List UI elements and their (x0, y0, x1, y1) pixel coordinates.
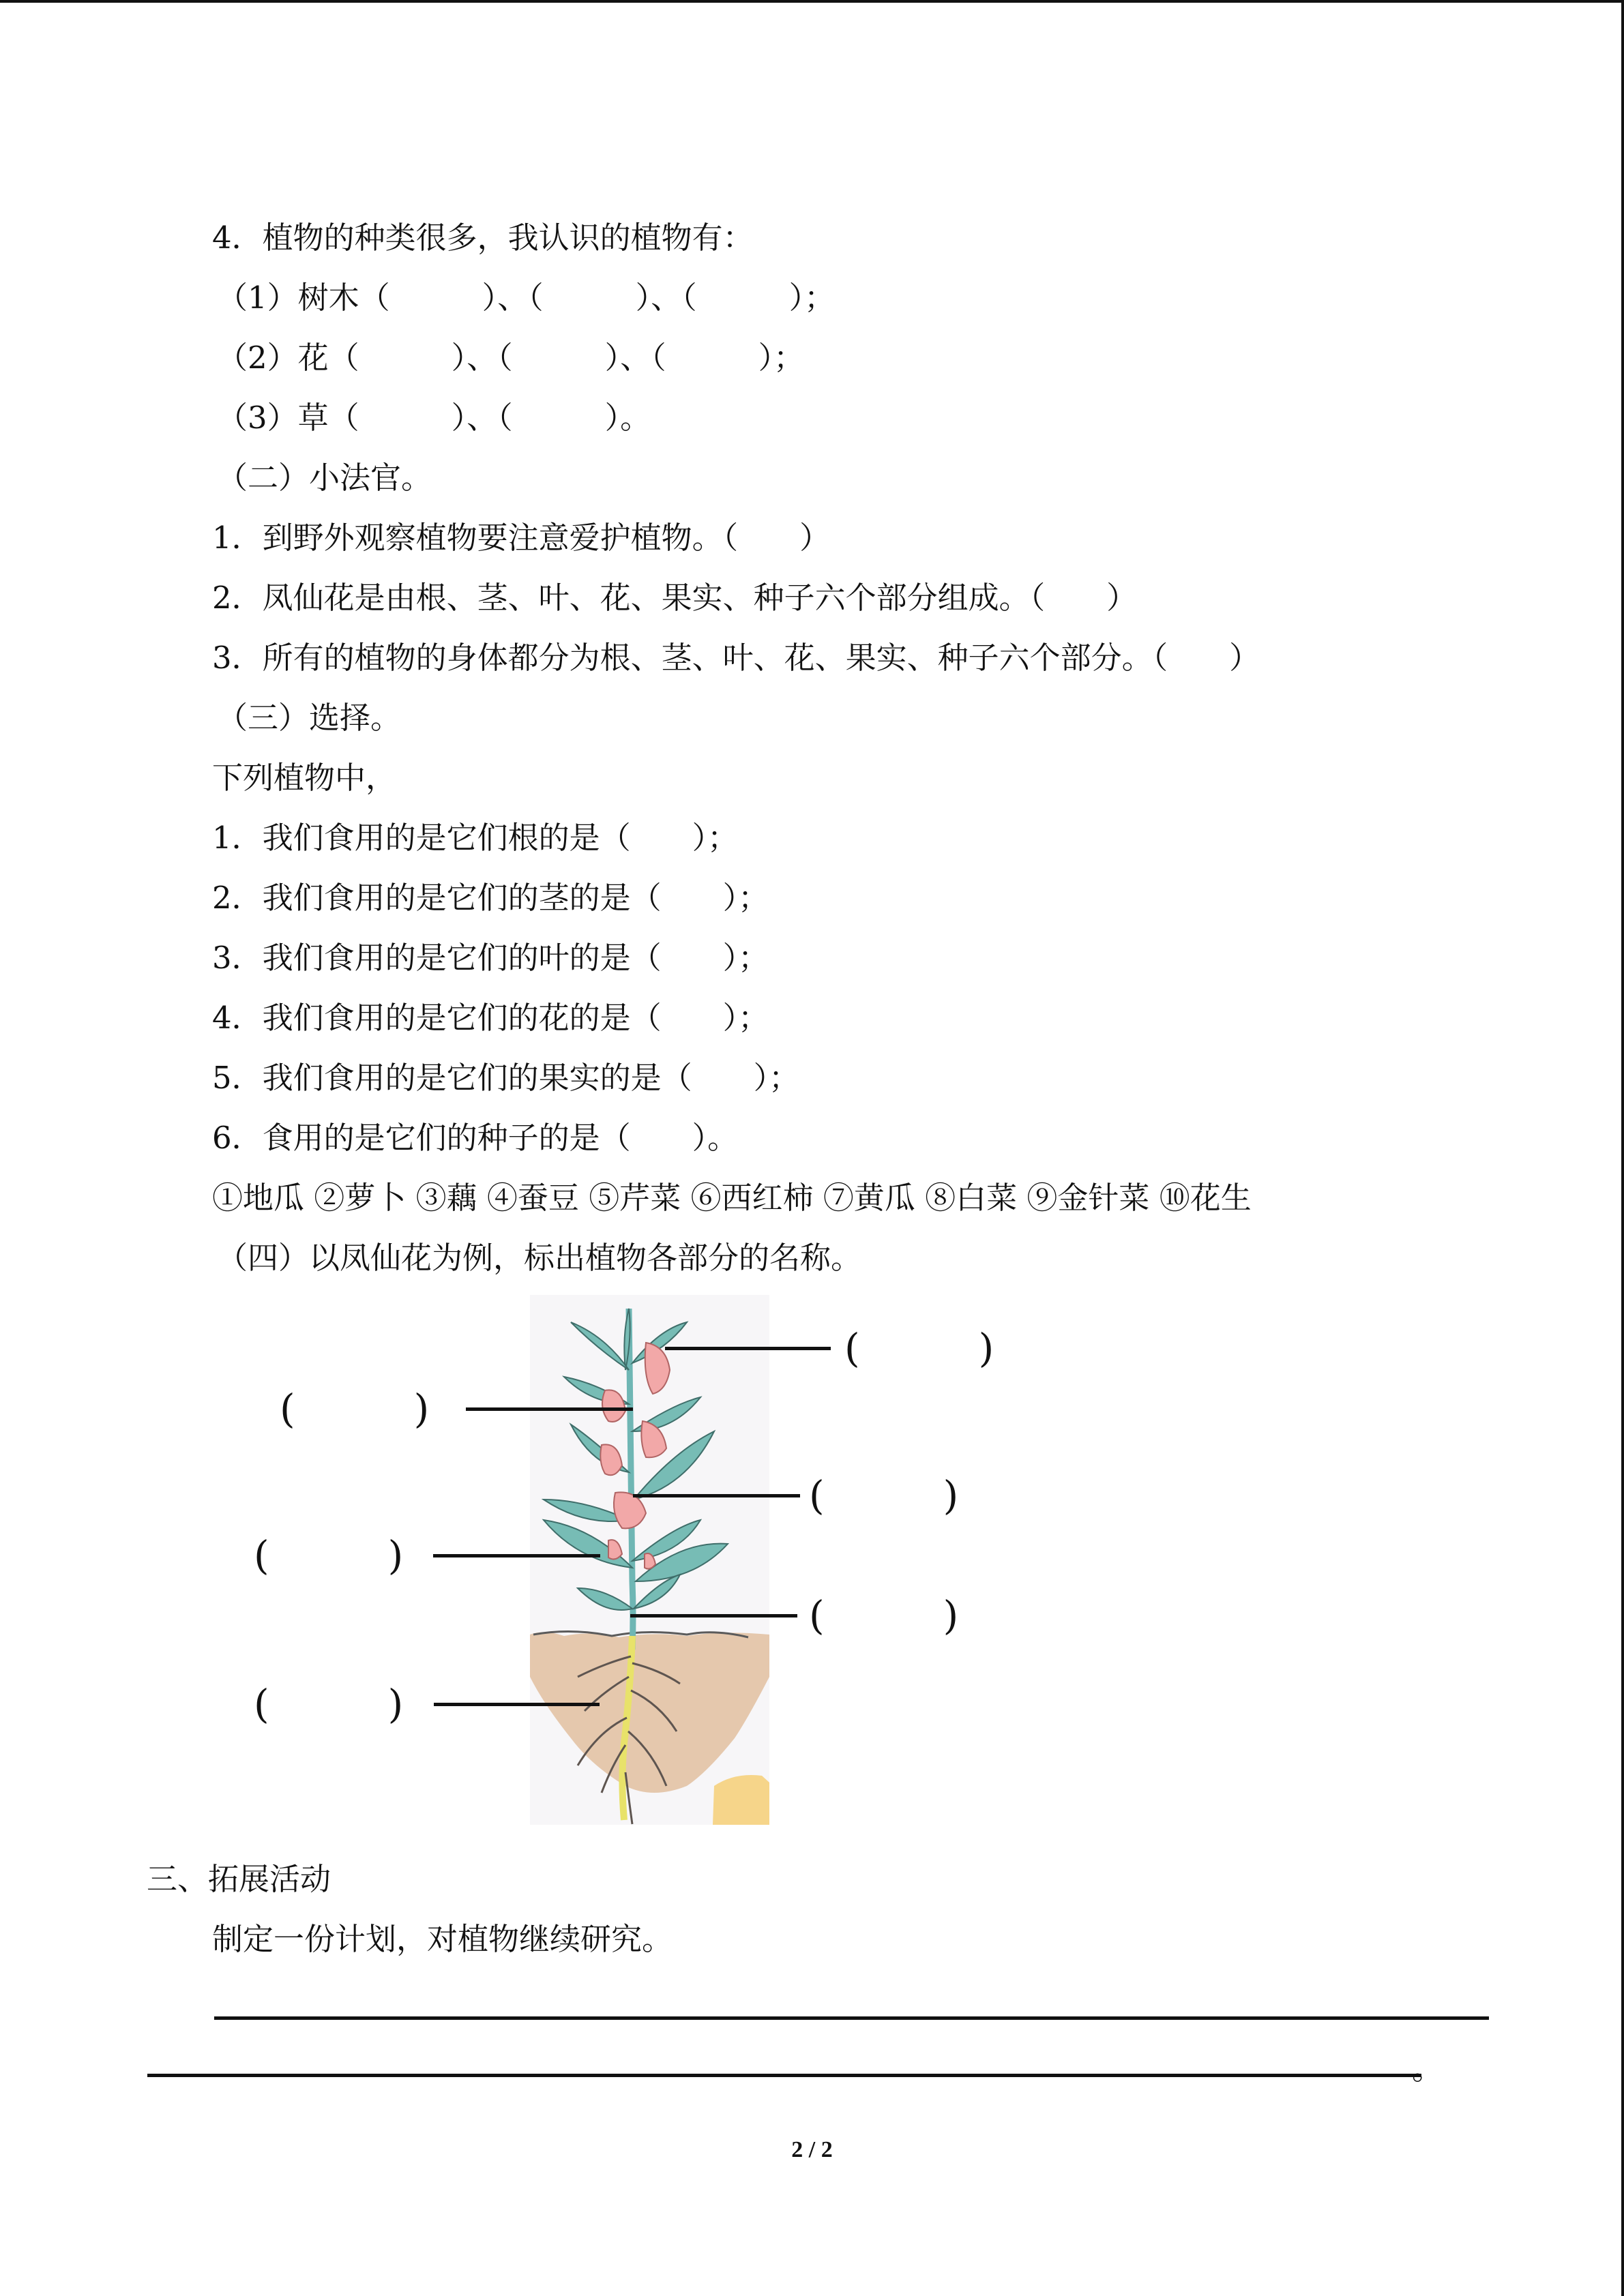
impatiens-plant-icon (530, 1295, 769, 1825)
plant-illustration (530, 1295, 769, 1825)
judge-section-title: （二）小法官。 (217, 460, 432, 496)
answer-end-mark: 。 (1412, 2051, 1443, 2087)
label-section-title: （四）以凤仙花为例，标出植物各部分的名称。 (217, 1240, 862, 1276)
pointer-line-fruit (466, 1407, 633, 1411)
question-4-title: 4．植物的种类很多，我认识的植物有： (212, 220, 754, 256)
pointer-line-stem (630, 1614, 797, 1617)
label-blank-seed[interactable]: ( ) (809, 1472, 959, 1519)
choose-item-1: 1．我们食用的是它们根的是（ ）； (212, 820, 739, 856)
label-blank-fruit[interactable]: ( ) (280, 1386, 430, 1432)
choose-item-3: 3．我们食用的是它们的叶的是（ ）； (212, 940, 769, 976)
judge-item-1: 1．到野外观察植物要注意爱护植物。（ ） (212, 520, 831, 556)
choose-item-2: 2．我们食用的是它们的茎的是（ ）； (212, 880, 769, 916)
page-number: 2 / 2 (791, 2137, 833, 2162)
question-4-trees: （1）树木（ ）、（ ）、（ ）； (217, 280, 836, 316)
judge-item-2: 2．凤仙花是由根、茎、叶、花、果实、种子六个部分组成。（ ） (212, 580, 1138, 616)
judge-item-3: 3．所有的植物的身体都分为根、茎、叶、花、果实、种子六个部分。（ ） (212, 640, 1260, 676)
label-blank-root[interactable]: ( ) (254, 1681, 404, 1727)
label-blank-stem[interactable]: ( ) (809, 1592, 959, 1639)
label-blank-flower[interactable]: ( ) (844, 1325, 994, 1371)
choose-item-4: 4．我们食用的是它们的花的是（ ）； (212, 1000, 769, 1036)
pointer-line-flower (665, 1347, 831, 1350)
label-blank-leaf[interactable]: ( ) (254, 1532, 404, 1579)
choose-item-6: 6．食用的是它们的种子的是（ ）。 (212, 1120, 739, 1156)
answer-line-1[interactable] (214, 2016, 1489, 2020)
choose-item-5: 5．我们食用的是它们的果实的是（ ）； (212, 1060, 800, 1096)
extension-title: 三、拓展活动 (147, 1861, 331, 1897)
choose-intro: 下列植物中， (212, 760, 397, 796)
choose-options: ①地瓜 ②萝卜 ③藕 ④蚕豆 ⑤芹菜 ⑥西红柿 ⑦黄瓜 ⑧白菜 ⑨金针菜 ⑩花生 (212, 1180, 1252, 1216)
pointer-line-seed (633, 1494, 800, 1497)
extension-prompt: 制定一份计划，对植物继续研究。 (212, 1921, 673, 1957)
pointer-line-leaf (433, 1554, 600, 1557)
answer-line-2[interactable] (147, 2074, 1421, 2077)
question-4-flowers: （2）花（ ）、（ ）、（ ）； (217, 340, 805, 376)
question-4-grass: （3）草（ ）、（ ）。 (217, 400, 651, 436)
pointer-line-root (434, 1703, 600, 1706)
choose-section-title: （三）选择。 (217, 700, 402, 736)
